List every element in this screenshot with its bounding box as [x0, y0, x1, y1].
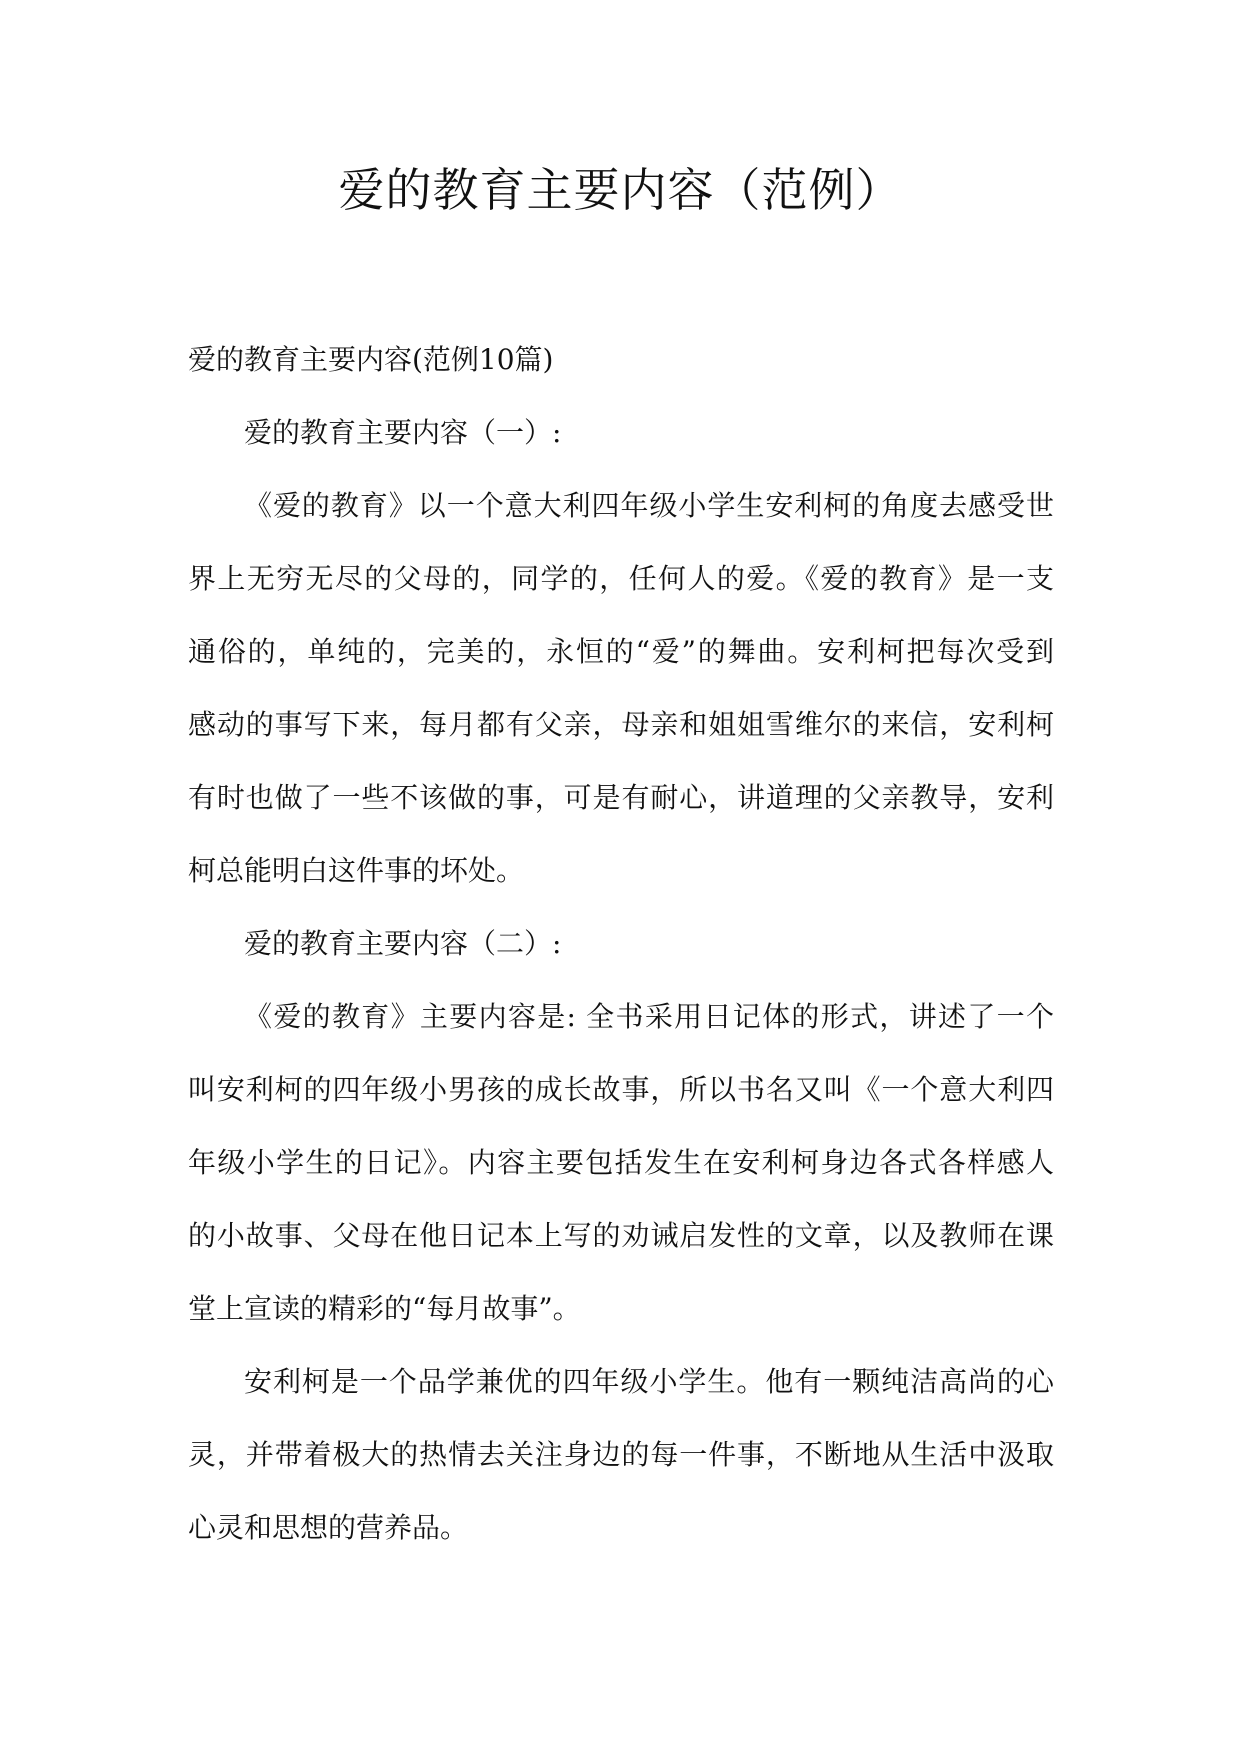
- paragraph-line: 安利柯是一个品学兼优的四年级小学生。他有一颗纯洁高尚的心: [244, 1365, 1054, 1398]
- paragraph-line: 的小故事、父母在他日记本上写的劝诫启发性的文章，以及教师在课: [188, 1219, 1054, 1252]
- section-heading-2: 爱的教育主要内容（二）:: [244, 927, 562, 960]
- paragraph-line: 感动的事写下来，每月都有父亲，母亲和姐姐雪维尔的来信，安利柯: [188, 708, 1054, 741]
- paragraph-line: 通俗的，单纯的，完美的，永恒的“爱”的舞曲。安利柯把每次受到: [188, 635, 1054, 668]
- paragraph-line: 《爱的教育》主要内容是: 全书采用日记体的形式，讲述了一个: [244, 1000, 1054, 1033]
- paragraph-line: 《爱的教育》以一个意大利四年级小学生安利柯的角度去感受世: [244, 489, 1054, 522]
- paragraph-line: 界上无穷无尽的父母的，同学的，任何人的爱。《爱的教育》是一支: [188, 562, 1054, 595]
- paragraph-line: 堂上宣读的精彩的“每月故事”。: [188, 1292, 581, 1325]
- section-heading-1: 爱的教育主要内容（一）:: [244, 416, 562, 449]
- paragraph-line: 有时也做了一些不该做的事，可是有耐心，讲道理的父亲教导，安利: [188, 781, 1054, 814]
- paragraph-line: 柯总能明白这件事的坏处。: [188, 854, 525, 887]
- paragraph-line: 心灵和思想的营养品。: [188, 1511, 469, 1544]
- document-subtitle: 爱的教育主要内容(范例10篇): [188, 343, 554, 376]
- document-body: [188, 323, 1054, 1564]
- paragraph-line: 灵，并带着极大的热情去关注身边的每一件事，不断地从生活中汲取: [188, 1438, 1054, 1471]
- paragraph-line: 叫安利柯的四年级小男孩的成长故事，所以书名又叫《一个意大利四: [188, 1073, 1054, 1106]
- paragraph-3: [188, 1345, 1054, 1564]
- paragraph-1: [188, 469, 1054, 907]
- paragraph-2: [188, 980, 1054, 1345]
- document-title: 爱的教育主要内容（范例）: [338, 163, 903, 217]
- paragraph-line: 年级小学生的日记》。内容主要包括发生在安利柯身边各式各样感人: [188, 1146, 1054, 1179]
